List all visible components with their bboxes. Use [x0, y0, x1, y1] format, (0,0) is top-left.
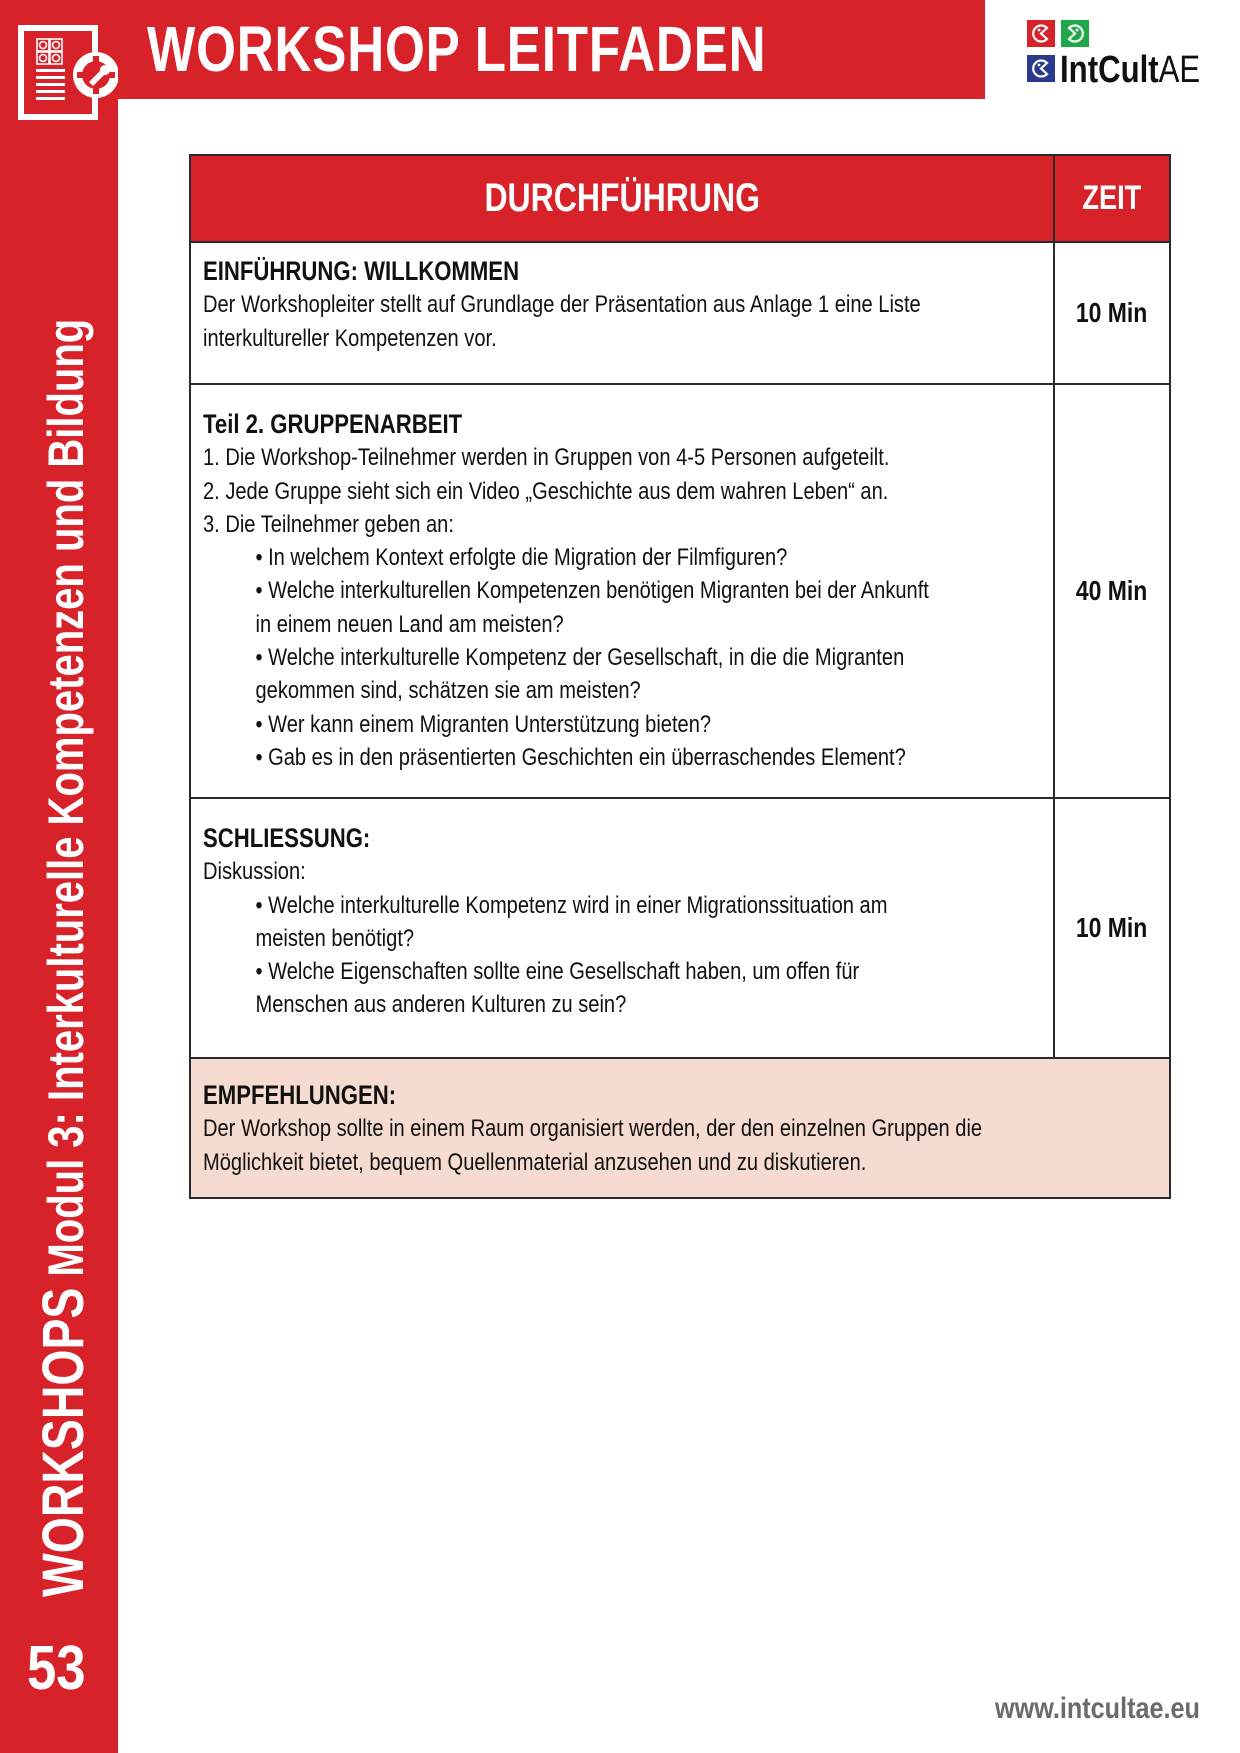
- logo-wordmark: [1060, 50, 1200, 90]
- document-gear-icon: [18, 25, 98, 120]
- row-time-cell: [1053, 243, 1169, 383]
- page-number: 53: [27, 1634, 86, 1703]
- row-content: [191, 799, 1053, 1057]
- header-zeit: ZEIT: [1082, 179, 1142, 217]
- row-time: 10 Min: [1076, 912, 1148, 943]
- workshop-table: [189, 154, 1171, 1199]
- row-text-line: Diskussion:: [203, 858, 306, 886]
- row-text-line: Der Workshopleiter stellt auf Grundlage der Präsentation aus Anlage 1 eine Liste: [203, 291, 921, 319]
- row-time: 10 Min: [1076, 297, 1148, 328]
- table-row: [191, 243, 1169, 385]
- table-header-row: [191, 156, 1169, 243]
- row-text-line: Der Workshop sollte in einem Raum organisiert werden, der den einzelnen Gruppen die: [203, 1115, 983, 1143]
- header-cell-main: [191, 156, 1053, 241]
- header-cell-time: [1053, 156, 1169, 241]
- row-heading: EMPFEHLUNGEN:: [203, 1080, 397, 1110]
- footer-url-link[interactable]: www.intcultae.eu: [995, 1692, 1200, 1725]
- row-content: [191, 243, 1053, 383]
- logo-square-blue: [1027, 55, 1055, 82]
- bullet-continuation: meisten benötigt?: [255, 924, 415, 952]
- row-time: 40 Min: [1076, 575, 1148, 606]
- sidebar-vertical-title: [31, 208, 96, 1597]
- table-row: [191, 799, 1169, 1059]
- row-content: [191, 385, 1053, 797]
- bullet-item: • Welche interkulturellen Kompetenzen benötigen Migranten bei der Ankunft: [255, 577, 929, 605]
- header-durchfuehrung: DURCHFÜHRUNG: [484, 176, 760, 220]
- row-time-cell: [1053, 799, 1169, 1057]
- logo-square-red: [1027, 20, 1055, 47]
- bullet-item: • Gab es in den präsentierten Geschichten ein überraschendes Element?: [255, 743, 906, 771]
- row-content: [191, 1059, 1169, 1197]
- row-text-line: 3. Die Teilnehmer geben an:: [203, 510, 454, 538]
- face-right-icon: [1061, 20, 1089, 47]
- bullet-item: • Welche Eigenschaften sollte eine Gesellschaft haben, um offen für: [255, 958, 860, 986]
- row-text-line: interkultureller Kompetenzen vor.: [203, 324, 497, 352]
- bullet-continuation: gekommen sind, schätzen sie am meisten?: [255, 677, 641, 705]
- sidebar-title-workshops: WORKSHOPS: [31, 1287, 96, 1597]
- row-text-line: 1. Die Workshop-Teilnehmer werden in Gruppen von 4-5 Personen aufgeteilt.: [203, 444, 890, 472]
- logo-wordmark-bold: IntCult: [1060, 49, 1159, 91]
- face-left-icon: [1027, 20, 1055, 47]
- recommendations-row: [191, 1059, 1169, 1197]
- bullet-item: • Wer kann einem Migranten Unterstützung bieten?: [255, 710, 712, 738]
- bullet-item: • In welchem Kontext erfolgte die Migration der Filmfiguren?: [255, 544, 788, 572]
- logo-wordmark-light: AE: [1158, 49, 1201, 91]
- logo-square-green: [1061, 20, 1089, 47]
- row-text-line: Möglichkeit bietet, bequem Quellenmaterial anzusehen und zu diskutieren.: [203, 1148, 867, 1176]
- bullet-continuation: in einem neuen Land am meisten?: [255, 610, 564, 638]
- row-heading: EINFÜHRUNG: WILLKOMMEN: [203, 256, 520, 286]
- bullet-item: • Welche interkulturelle Kompetenz wird in einer Migrationssituation am: [255, 891, 888, 919]
- row-heading: Teil 2. GRUPPENARBEIT: [203, 409, 463, 439]
- intcultae-logo: [1027, 20, 1217, 91]
- row-heading: SCHLIESSUNG:: [203, 823, 371, 853]
- bullet-item: • Welche interkulturelle Kompetenz der Gesellschaft, in die die Migranten: [255, 644, 905, 672]
- bullet-continuation: Menschen aus anderen Kulturen zu sein?: [255, 991, 627, 1019]
- sidebar-title-module: Modul 3: Interkulturelle Kompetenzen und Bildung: [38, 318, 94, 1288]
- page-title: WORKSHOP LEITFADEN: [147, 13, 767, 85]
- table-row: [191, 385, 1169, 799]
- row-time-cell: [1053, 385, 1169, 797]
- face-left-icon: [1027, 55, 1055, 82]
- row-text-line: 2. Jede Gruppe sieht sich ein Video „Geschichte aus dem wahren Leben“ an.: [203, 477, 889, 505]
